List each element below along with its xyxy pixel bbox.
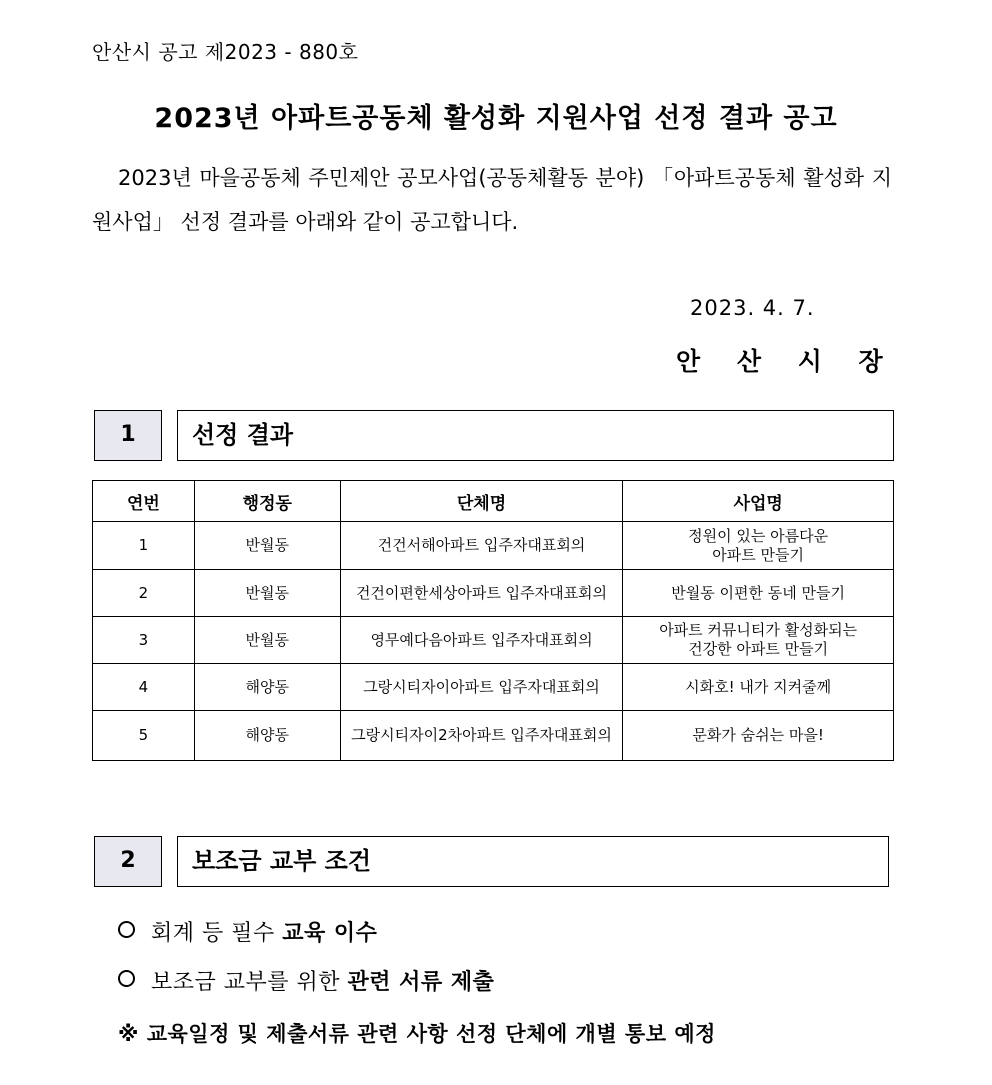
cell-dong: 반월동 xyxy=(194,522,340,570)
condition-item-2 xyxy=(118,965,494,996)
project-line-2: 아파트 만들기 xyxy=(712,545,805,564)
section-2-title: 보조금 교부 조건 xyxy=(177,836,889,887)
header-group: 단체명 xyxy=(340,481,623,522)
section-1-number: 1 xyxy=(94,410,162,461)
cell-dong: 해양동 xyxy=(194,711,340,761)
results-table xyxy=(92,480,894,761)
intro-paragraph xyxy=(92,156,892,244)
cell-project xyxy=(623,570,894,617)
cell-number: 4 xyxy=(93,664,195,711)
section-1-title: 선정 결과 xyxy=(177,410,894,461)
condition-emphasis: 교육 이수 xyxy=(282,921,378,946)
condition-text: 보조금 교부를 위한 xyxy=(151,970,348,995)
cell-number: 3 xyxy=(93,617,195,664)
table-row xyxy=(93,522,894,570)
page-title: 2023년 아파트공동체 활성화 지원사업 선정 결과 공고 xyxy=(154,103,838,134)
intro-text: 2023년 마을공동체 주민제안 공모사업(공동체활동 분야) 「아파트공동체 활성화 지원사업」 선정 결과를 아래와 같이 공고합니다. xyxy=(92,166,892,234)
cell-project xyxy=(623,664,894,711)
table-row xyxy=(93,617,894,664)
cell-project xyxy=(623,711,894,761)
notice-number: 안산시 공고 제2023 - 880호 xyxy=(92,40,359,64)
circle-bullet-icon xyxy=(118,970,135,987)
condition-item-1 xyxy=(118,916,377,947)
project-line-1: 반월동 이편한 동네 만들기 xyxy=(671,583,845,602)
project-line-1: 정원이 있는 아름다운 xyxy=(688,526,829,545)
cell-number: 5 xyxy=(93,711,195,761)
signer: 안 산 시 장 xyxy=(676,347,897,376)
cell-dong: 해양동 xyxy=(194,664,340,711)
project-line-1: 시화호! 내가 지켜줄께 xyxy=(685,677,832,696)
notice-date: 2023. 4. 7. xyxy=(690,296,815,320)
notice-note: ※ 교육일정 및 제출서류 관련 사항 선정 단체에 개별 통보 예정 xyxy=(118,1022,716,1046)
cell-group: 영무예다음아파트 입주자대표회의 xyxy=(340,617,623,664)
cell-group: 그랑시티자이아파트 입주자대표회의 xyxy=(340,664,623,711)
cell-dong: 반월동 xyxy=(194,570,340,617)
cell-project xyxy=(623,522,894,570)
header-project: 사업명 xyxy=(623,481,894,522)
cell-number: 1 xyxy=(93,522,195,570)
header-dong: 행정동 xyxy=(194,481,340,522)
project-line-1: 문화가 숨쉬는 마을! xyxy=(692,726,824,744)
condition-emphasis: 관련 서류 제출 xyxy=(347,970,495,995)
cell-group: 건건이편한세상아파트 입주자대표회의 xyxy=(340,570,623,617)
header-number: 연번 xyxy=(93,481,195,522)
circle-bullet-icon xyxy=(118,921,135,938)
condition-text: 회계 등 필수 xyxy=(151,921,283,946)
table-row xyxy=(93,711,894,761)
cell-project xyxy=(623,617,894,664)
cell-dong: 반월동 xyxy=(194,617,340,664)
section-2-number: 2 xyxy=(94,836,162,887)
cell-group: 그랑시티자이2차아파트 입주자대표회의 xyxy=(340,711,623,761)
table-row xyxy=(93,664,894,711)
project-line-2: 건강한 아파트 만들기 xyxy=(688,640,829,658)
table-row xyxy=(93,570,894,617)
project-line-1: 아파트 커뮤니티가 활성화되는 xyxy=(659,621,858,639)
cell-group: 건건서해아파트 입주자대표회의 xyxy=(340,522,623,570)
table-header-row xyxy=(93,481,894,522)
cell-number: 2 xyxy=(93,570,195,617)
